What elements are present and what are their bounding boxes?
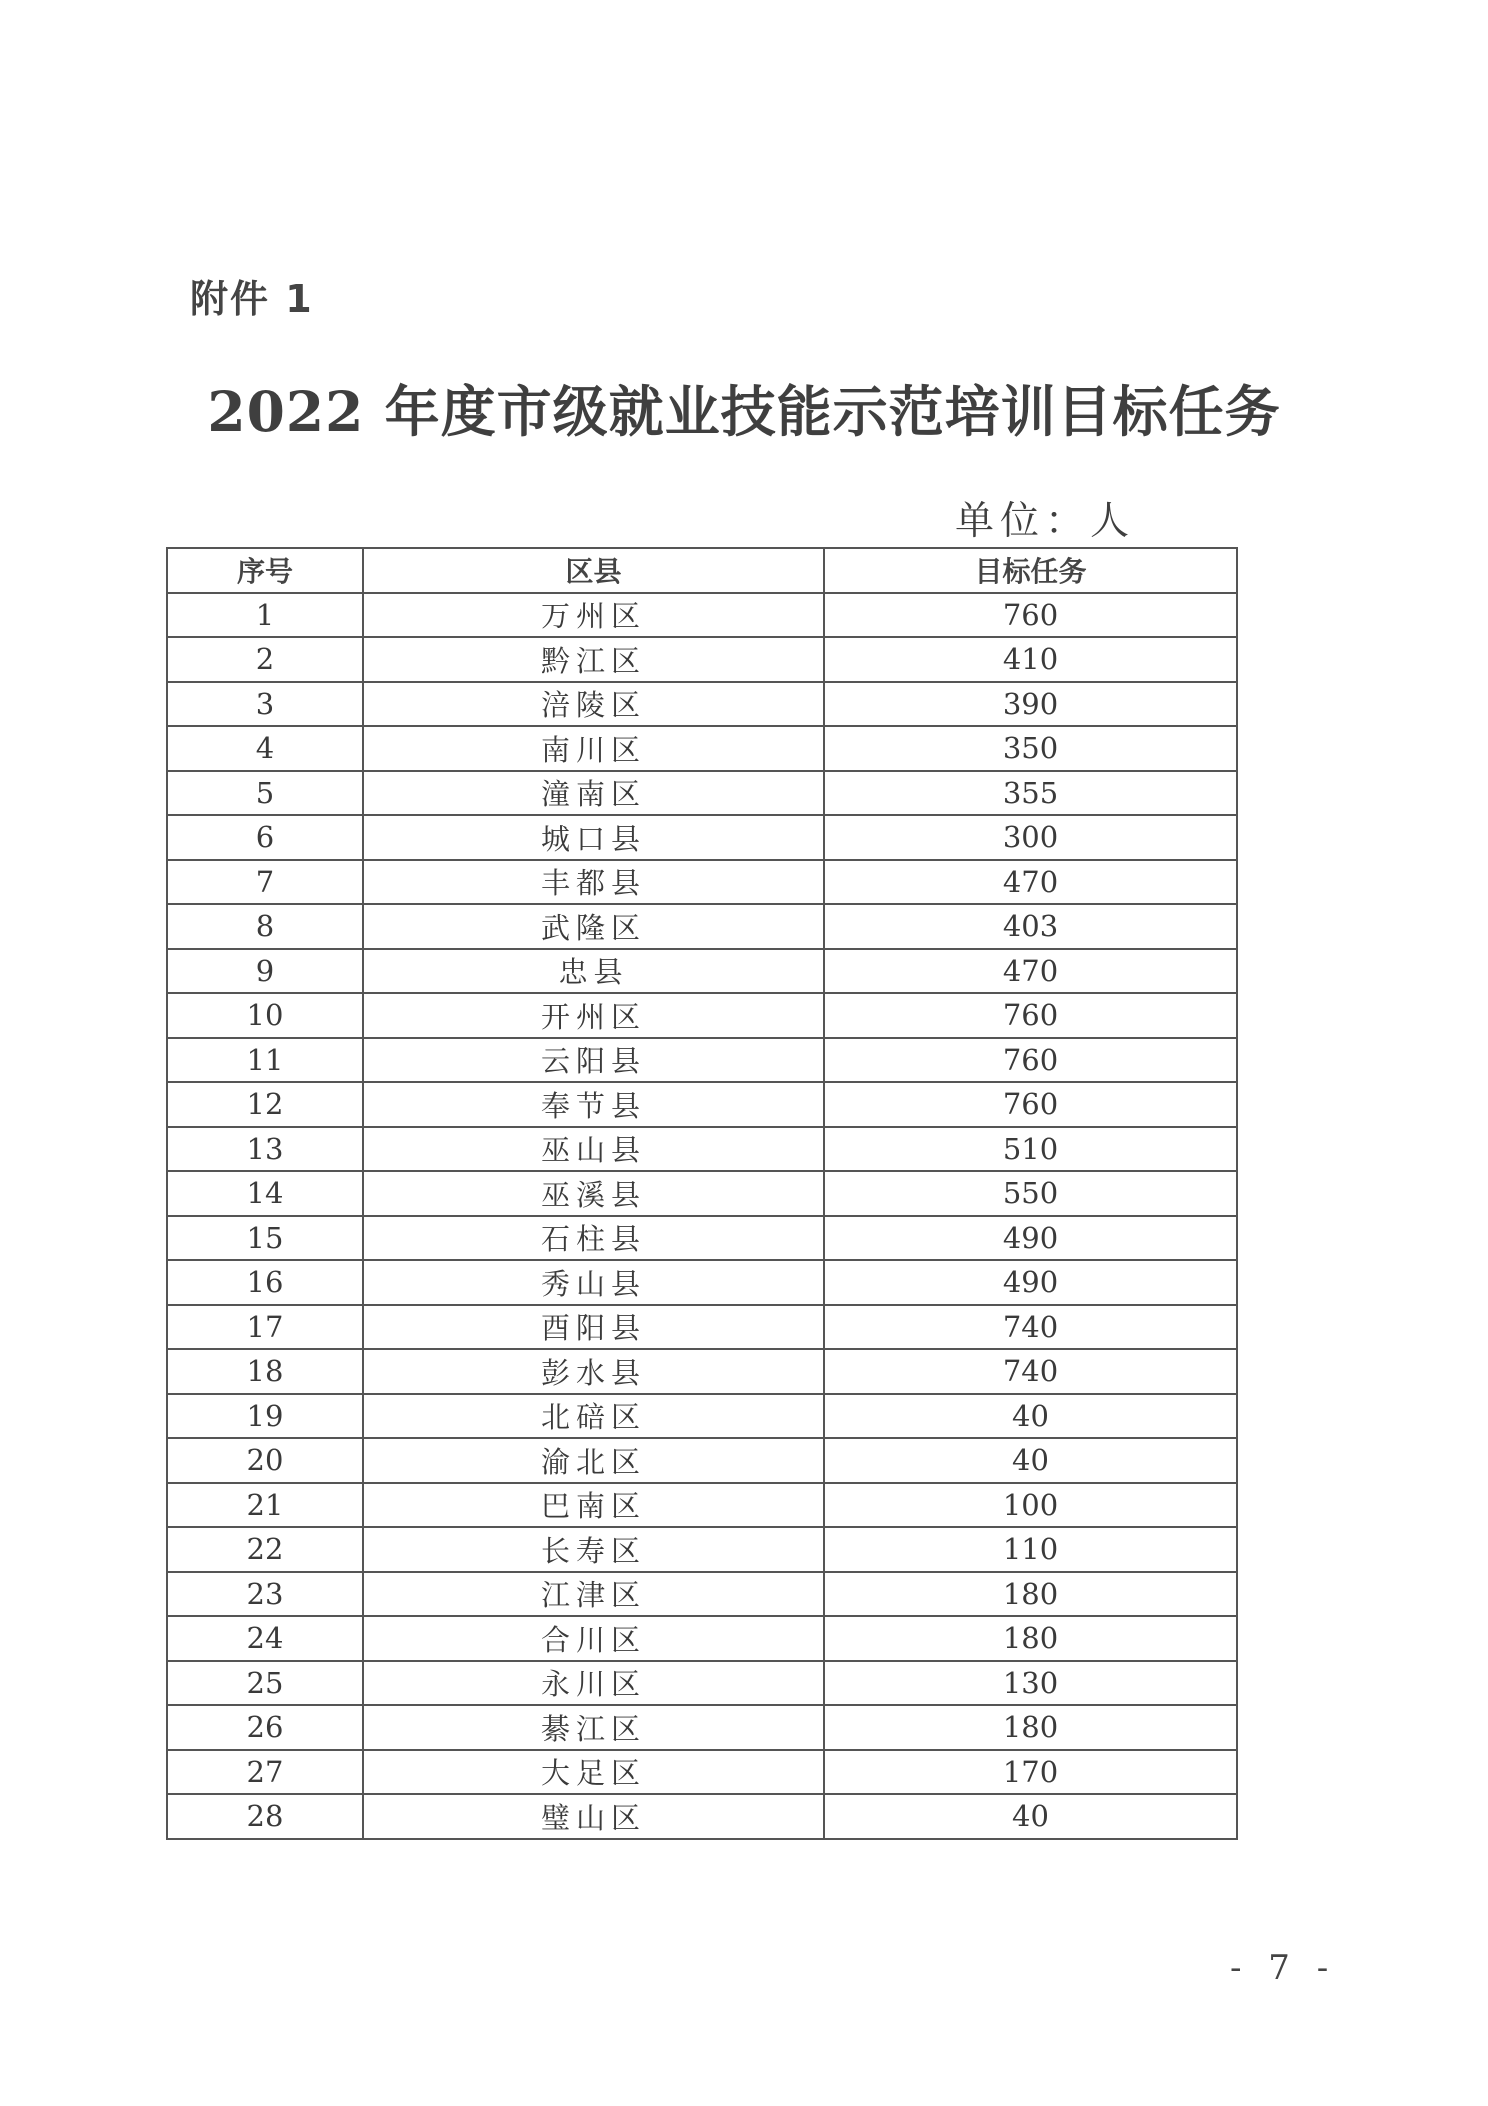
cell-index: 4 [167,726,363,771]
cell-index: 11 [167,1038,363,1083]
table-row [167,1038,1237,1083]
table-row [167,682,1237,727]
cell-district: 武隆区 [363,904,824,949]
cell-target: 470 [824,860,1237,905]
cell-target: 403 [824,904,1237,949]
table-row [167,1171,1237,1216]
attachment-label: 附件 1 [190,277,314,321]
cell-district: 潼南区 [363,771,824,816]
cell-index: 6 [167,815,363,860]
cell-target: 740 [824,1349,1237,1394]
cell-district: 涪陵区 [363,682,824,727]
table-header [167,548,1237,593]
header-index: 序号 [167,548,363,593]
cell-district: 长寿区 [363,1527,824,1572]
table-row [167,1794,1237,1839]
table-row [167,860,1237,905]
cell-target: 170 [824,1750,1237,1795]
cell-district: 巫溪县 [363,1171,824,1216]
unit-label: 单位：人 [955,499,1136,544]
cell-district: 奉节县 [363,1082,824,1127]
table-row [167,593,1237,638]
cell-target: 100 [824,1483,1237,1528]
cell-district: 璧山区 [363,1794,824,1839]
cell-index: 13 [167,1127,363,1172]
cell-target: 40 [824,1438,1237,1483]
cell-target: 410 [824,637,1237,682]
cell-target: 180 [824,1572,1237,1617]
cell-target: 550 [824,1171,1237,1216]
table-row [167,1127,1237,1172]
header-target: 目标任务 [824,548,1237,593]
cell-index: 15 [167,1216,363,1261]
table-row [167,1750,1237,1795]
cell-district: 城口县 [363,815,824,860]
table-row [167,1438,1237,1483]
cell-index: 7 [167,860,363,905]
cell-target: 300 [824,815,1237,860]
cell-target: 40 [824,1394,1237,1439]
cell-index: 22 [167,1527,363,1572]
cell-district: 云阳县 [363,1038,824,1083]
cell-district: 彭水县 [363,1349,824,1394]
header-row [167,548,1237,593]
cell-target: 470 [824,949,1237,994]
cell-district: 丰都县 [363,860,824,905]
cell-target: 740 [824,1305,1237,1350]
cell-target: 490 [824,1216,1237,1261]
cell-target: 510 [824,1127,1237,1172]
cell-target: 355 [824,771,1237,816]
cell-target: 180 [824,1705,1237,1750]
cell-index: 20 [167,1438,363,1483]
cell-district: 万州区 [363,593,824,638]
table-row [167,1616,1237,1661]
cell-index: 1 [167,593,363,638]
cell-target: 490 [824,1260,1237,1305]
cell-index: 9 [167,949,363,994]
cell-index: 21 [167,1483,363,1528]
cell-target: 760 [824,593,1237,638]
cell-district: 石柱县 [363,1216,824,1261]
cell-district: 渝北区 [363,1438,824,1483]
table-row [167,1260,1237,1305]
cell-index: 16 [167,1260,363,1305]
table-row [167,1661,1237,1706]
cell-index: 24 [167,1616,363,1661]
table-row [167,1082,1237,1127]
table-row [167,1483,1237,1528]
table-row [167,726,1237,771]
cell-index: 28 [167,1794,363,1839]
cell-target: 760 [824,1038,1237,1083]
cell-district: 大足区 [363,1750,824,1795]
cell-index: 3 [167,682,363,727]
cell-index: 26 [167,1705,363,1750]
table-row [167,949,1237,994]
cell-district: 开州区 [363,993,824,1038]
table-row [167,1305,1237,1350]
cell-district: 江津区 [363,1572,824,1617]
cell-target: 390 [824,682,1237,727]
cell-district: 北碚区 [363,1394,824,1439]
cell-district: 黔江区 [363,637,824,682]
table-row [167,1394,1237,1439]
cell-target: 760 [824,993,1237,1038]
cell-index: 2 [167,637,363,682]
table-row [167,904,1237,949]
cell-district: 綦江区 [363,1705,824,1750]
cell-index: 8 [167,904,363,949]
cell-district: 永川区 [363,1661,824,1706]
cell-district: 巫山县 [363,1127,824,1172]
table-body [167,593,1237,1839]
cell-index: 18 [167,1349,363,1394]
cell-index: 23 [167,1572,363,1617]
header-district: 区县 [363,548,824,593]
cell-target: 40 [824,1794,1237,1839]
page-number: - 7 - [1230,1948,1337,1988]
cell-target: 110 [824,1527,1237,1572]
table-row [167,1527,1237,1572]
cell-district: 酉阳县 [363,1305,824,1350]
target-task-table [166,547,1238,1840]
table-row [167,1216,1237,1261]
document-title: 2022 年度市级就业技能示范培训目标任务 [207,379,1281,444]
table-row [167,771,1237,816]
table-row [167,1572,1237,1617]
table-row [167,637,1237,682]
table-row [167,1349,1237,1394]
cell-index: 19 [167,1394,363,1439]
cell-target: 130 [824,1661,1237,1706]
cell-index: 5 [167,771,363,816]
cell-district: 合川区 [363,1616,824,1661]
cell-index: 12 [167,1082,363,1127]
cell-index: 27 [167,1750,363,1795]
cell-index: 17 [167,1305,363,1350]
cell-district: 秀山县 [363,1260,824,1305]
table-row [167,993,1237,1038]
cell-target: 760 [824,1082,1237,1127]
cell-index: 10 [167,993,363,1038]
cell-district: 忠县 [363,949,824,994]
cell-district: 南川区 [363,726,824,771]
cell-index: 25 [167,1661,363,1706]
cell-target: 180 [824,1616,1237,1661]
table-row [167,815,1237,860]
table-row [167,1705,1237,1750]
cell-index: 14 [167,1171,363,1216]
cell-district: 巴南区 [363,1483,824,1528]
cell-target: 350 [824,726,1237,771]
